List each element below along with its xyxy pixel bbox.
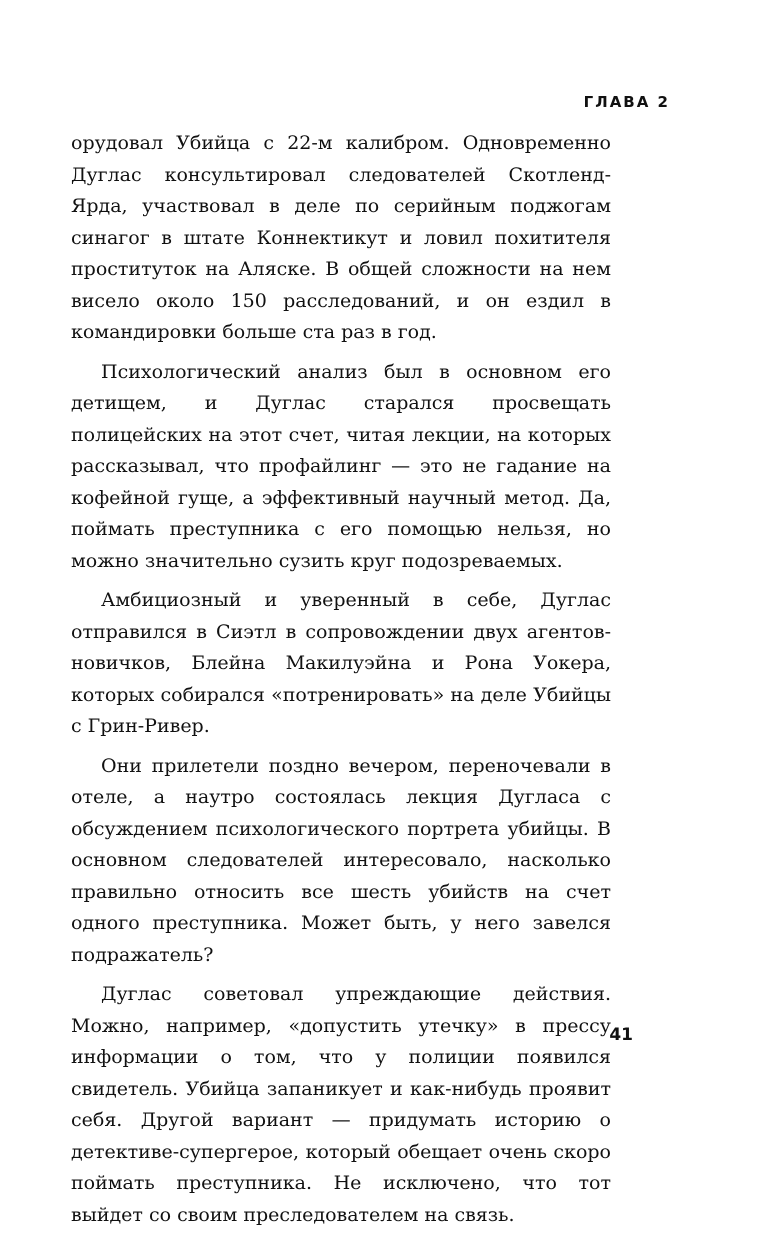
page-number: 41: [609, 1025, 633, 1045]
paragraph-3: Амбициозный и уверенный в себе, Дуглас отправился в Сиэтл в сопровождении двух агентов-новичков, Блейна Макилуэйна и Рона Уокера, которых собирался «потренировать» на деле Убийцы с Грин-Ривер.: [71, 589, 611, 737]
body-text: [71, 128, 611, 1231]
paragraph-4: Они прилетели поздно вечером, переночевали в отеле, а наутро состоялась лекция Дугласа с обсуждением психологического портрета убийцы. В основном следователей интересовало, насколько правильно относить все шесть убийств на счет одного преступника. Может быть, у него завелся подражатель?: [71, 754, 611, 966]
paragraph-5: Дуглас советовал упреждающие действия. Можно, например, «допустить утечку» в прессу информации о том, что у полиции появился свидетель. Убийца запаникует и как-нибудь проявит себя. Другой вариант — придумать историю о детективе-супергерое, который обещает очень скоро поймать преступника. Не исключено, что тот выйдет со своим преследователем на связь.: [71, 983, 611, 1226]
paragraph-2: Психологический анализ был в основном его детищем, и Дуглас старался просвещать полицейских на этот счет, читая лекции, на которых рассказывал, что профайлинг — это не гадание на кофейной гуще, а эффективный научный метод. Да, поймать преступника с его помощью нельзя, но можно значительно сузить круг подозреваемых.: [71, 360, 611, 572]
paragraph-1: орудовал Убийца с 22-м калибром. Одновременно Дуглас консультировал следователей Скотленд-Ярда, участвовал в деле по серийным поджогам синагог в штате Коннектикут и ловил похитителя проституток на Аляске. В общей сложности на нем висело около 150 расследований, и он ездил в командировки больше ста раз в год.: [71, 132, 611, 343]
running-head: ГЛАВА 2: [583, 93, 670, 111]
